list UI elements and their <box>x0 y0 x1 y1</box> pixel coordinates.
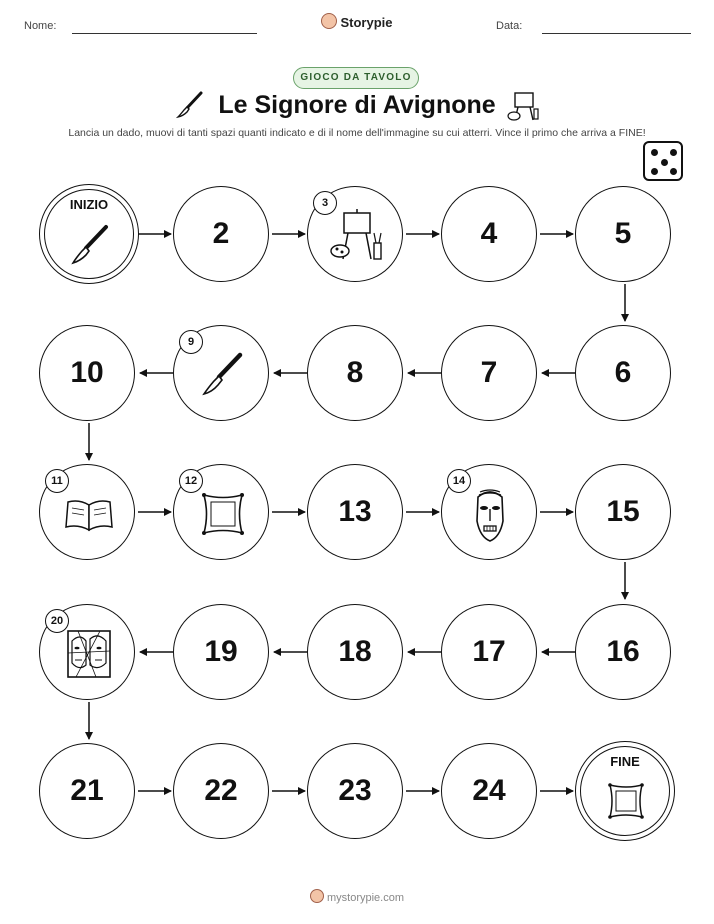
board-space-finish <box>575 741 675 841</box>
board-space-21: 21 <box>39 743 135 839</box>
instructions-text: Lancia un dado, muovi di tanti spazi quanti indicato e di il nome dell'immagine su cui atterri. Vince il primo che arriva a FINE! <box>68 127 646 139</box>
board-space-4: 4 <box>441 186 537 282</box>
board-space-6: 6 <box>575 325 671 421</box>
canvas-frame-icon <box>605 780 647 822</box>
board-space-24: 24 <box>441 743 537 839</box>
board-space-start <box>39 184 139 284</box>
finish-label: FINE <box>610 754 640 769</box>
footer-url[interactable]: mystorypie.com <box>326 892 405 904</box>
board-space-5: 5 <box>575 186 671 282</box>
paintbrush-icon <box>68 223 112 267</box>
brand-name: Storypie <box>340 15 393 30</box>
book-icon <box>64 495 114 535</box>
board-space-15: 15 <box>575 464 671 560</box>
board-space-19: 19 <box>173 604 269 700</box>
board-space-23: 23 <box>307 743 403 839</box>
space-number-badge: 11 <box>45 469 69 493</box>
board-space-22: 22 <box>173 743 269 839</box>
board-space-18: 18 <box>307 604 403 700</box>
board-space-7: 7 <box>441 325 537 421</box>
board-space-16: 16 <box>575 604 671 700</box>
name-label: Nome: <box>24 20 57 32</box>
game-type-badge: GIOCO DA TAVOLO <box>293 67 419 89</box>
storypie-logo-icon <box>310 889 324 903</box>
space-number-badge: 9 <box>179 330 203 354</box>
page-title: Le Signore di Avignone <box>218 91 496 119</box>
cubist-faces-icon <box>66 629 112 679</box>
easel-icon <box>330 207 384 263</box>
date-label: Data: <box>496 20 523 32</box>
board-space-17: 17 <box>441 604 537 700</box>
space-number-badge: 20 <box>45 609 69 633</box>
space-number-badge: 12 <box>179 469 203 493</box>
board-space-13: 13 <box>307 464 403 560</box>
canvas-frame-icon <box>198 489 248 539</box>
space-number-badge: 14 <box>447 469 471 493</box>
board-space-2: 2 <box>173 186 269 282</box>
board-space-8: 8 <box>307 325 403 421</box>
start-label: INIZIO <box>69 197 109 212</box>
paintbrush-icon <box>198 350 246 398</box>
footer <box>0 889 714 904</box>
board-space-10: 10 <box>39 325 135 421</box>
space-number-badge: 3 <box>313 191 337 215</box>
african-mask-icon <box>470 485 510 543</box>
